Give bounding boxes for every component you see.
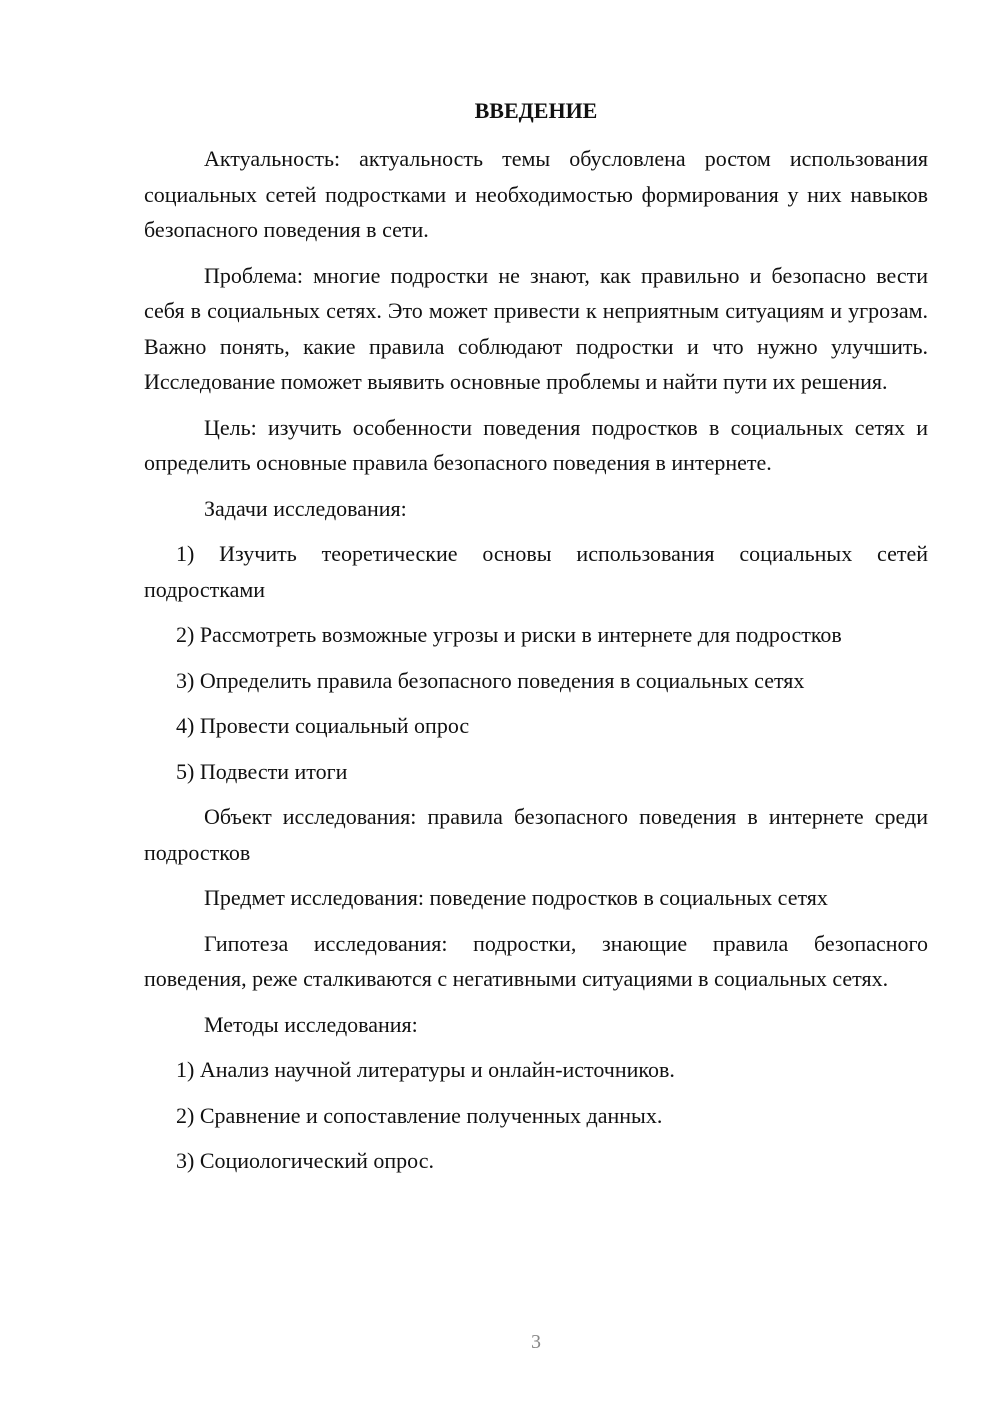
tasks-heading: Задачи исследования: (204, 495, 407, 521)
task-item-1: 1) Изучить теоретические основы использования социальных сетей подростками (144, 541, 928, 602)
task-item-2: 2) Рассмотреть возможные угрозы и риски в интернете для подростков (176, 622, 842, 647)
method-item-1: 1) Анализ научной литературы и онлайн-источников. (176, 1057, 675, 1082)
task-item-4: 4) Провести социальный опрос (176, 713, 470, 738)
subject-paragraph: Предмет исследования: поведение подростков в социальных сетях (204, 885, 828, 910)
goal-paragraph: Цель: изучить особенности поведения подростков в социальных сетях и определить основные правила безопасного поведения в интернете. (144, 414, 928, 475)
methods-heading: Методы исследования: (204, 1011, 418, 1037)
page-number: 3 (531, 1331, 541, 1353)
page-content (144, 94, 928, 1189)
method-item-2: 2) Сравнение и сопоставление полученных данных. (176, 1102, 663, 1128)
problem-paragraph: Проблема: многие подростки не знают, как правильно и безопасно вести себя в социальных сетях. Это может привести к неприятным ситуациям и угрозам. Важно понять, какие правила соблюдают подростки и что нужно улучшить. Исследование поможет выявить основные проблемы и найти пути их решения. (144, 262, 928, 394)
section-title: ВВЕДЕНИЕ (474, 98, 598, 123)
hypothesis-paragraph: Гипотеза исследования: подростки, знающие правила безопасного поведения, реже сталкиваются с негативными ситуациями в социальных сетях. (144, 930, 928, 991)
task-item-5: 5) Подвести итоги (176, 758, 348, 784)
method-item-3: 3) Социологический опрос. (176, 1148, 434, 1173)
task-item-3: 3) Определить правила безопасного поведения в социальных сетях (176, 667, 805, 693)
relevance-paragraph: Актуальность: актуальность темы обусловлена ростом использования социальных сетей подростками и необходимостью формирования у них навыков безопасного поведения в сети. (144, 146, 928, 242)
object-paragraph: Объект исследования: правила безопасного поведения в интернете среди подростков (144, 804, 928, 865)
